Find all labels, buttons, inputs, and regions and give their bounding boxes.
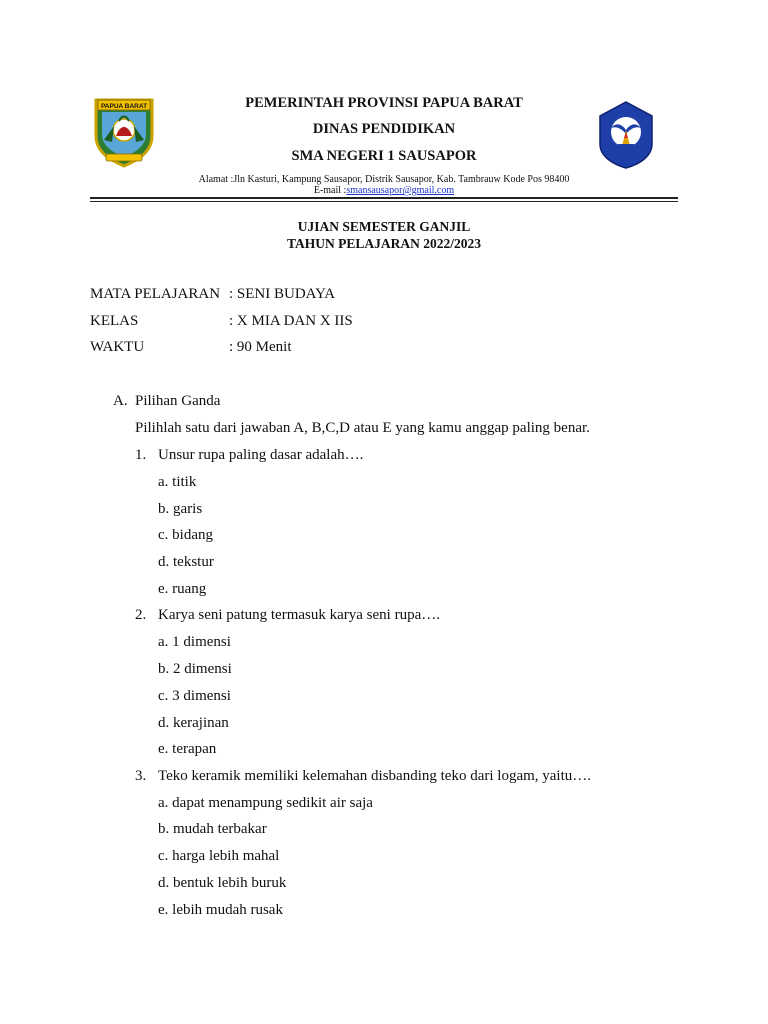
svg-text:PAPUA BARAT: PAPUA BARAT (100, 103, 148, 110)
section-instruction: Pilihlah satu dari jawaban A, B,C,D atau E yang kamu anggap paling benar. (135, 420, 590, 436)
letterhead-department: DINAS PENDIDIKAN (312, 121, 456, 137)
question-number: 2. (135, 607, 147, 623)
letterhead-school-name: SMA NEGERI 1 SAUSAPOR (291, 148, 477, 164)
question-number: 3. (135, 768, 147, 784)
letterhead-government: PEMERINTAH PROVINSI PAPUA BARAT (245, 95, 523, 111)
letterhead-rule-thin (90, 201, 678, 202)
question-text: Teko keramik memiliki kelemahan disbanding teko dari logam, yaitu…. (158, 768, 592, 784)
section-letter: A. (113, 393, 128, 409)
tut-wuri-handayani-logo (594, 100, 658, 170)
answer-option: d. kerajinan (158, 715, 229, 731)
class-label: KELAS (90, 313, 139, 329)
answer-option: a. titik (158, 474, 197, 490)
answer-option: b. 2 dimensi (158, 661, 232, 677)
letterhead-rule-thick (90, 197, 678, 199)
question-text: Karya seni patung termasuk karya seni rupa…. (158, 607, 440, 623)
exam-title: UJIAN SEMESTER GANJIL (297, 219, 471, 234)
answer-option: e. lebih mudah rusak (158, 902, 283, 918)
papua-barat-emblem-logo (92, 96, 156, 168)
subject-label: MATA PELAJARAN (90, 286, 221, 302)
answer-option: a. 1 dimensi (158, 634, 231, 650)
question-number: 1. (135, 447, 147, 463)
class-value: : X MIA DAN X IIS (229, 313, 353, 329)
letterhead-address: Alamat :Jln Kasturi, Kampung Sausapor, Distrik Sausapor, Kab. Tambrauw Kode Pos 98400 (198, 174, 570, 185)
answer-option: e. ruang (158, 581, 207, 597)
subject-value: : SENI BUDAYA (229, 286, 336, 302)
answer-option: c. harga lebih mahal (158, 848, 280, 864)
answer-option: d. bentuk lebih buruk (158, 875, 287, 891)
time-value: : 90 Menit (229, 339, 292, 355)
time-label: WAKTU (90, 339, 145, 355)
answer-option: b. garis (158, 501, 203, 517)
answer-option: b. mudah terbakar (158, 821, 267, 837)
answer-option: c. 3 dimensi (158, 688, 231, 704)
question-text: Unsur rupa paling dasar adalah…. (158, 447, 364, 463)
exam-academic-year: TAHUN PELAJARAN 2022/2023 (286, 236, 481, 251)
letterhead-email-line (150, 185, 618, 197)
section-title: Pilihan Ganda (135, 393, 221, 409)
email-label: E-mail : (313, 185, 347, 196)
answer-option: d. tekstur (158, 554, 214, 570)
answer-option: a. dapat menampung sedikit air saja (158, 795, 373, 811)
email-link[interactable]: smansausapor@gmail.com (346, 185, 455, 196)
answer-option: e. terapan (158, 741, 217, 757)
answer-option: c. bidang (158, 527, 213, 543)
